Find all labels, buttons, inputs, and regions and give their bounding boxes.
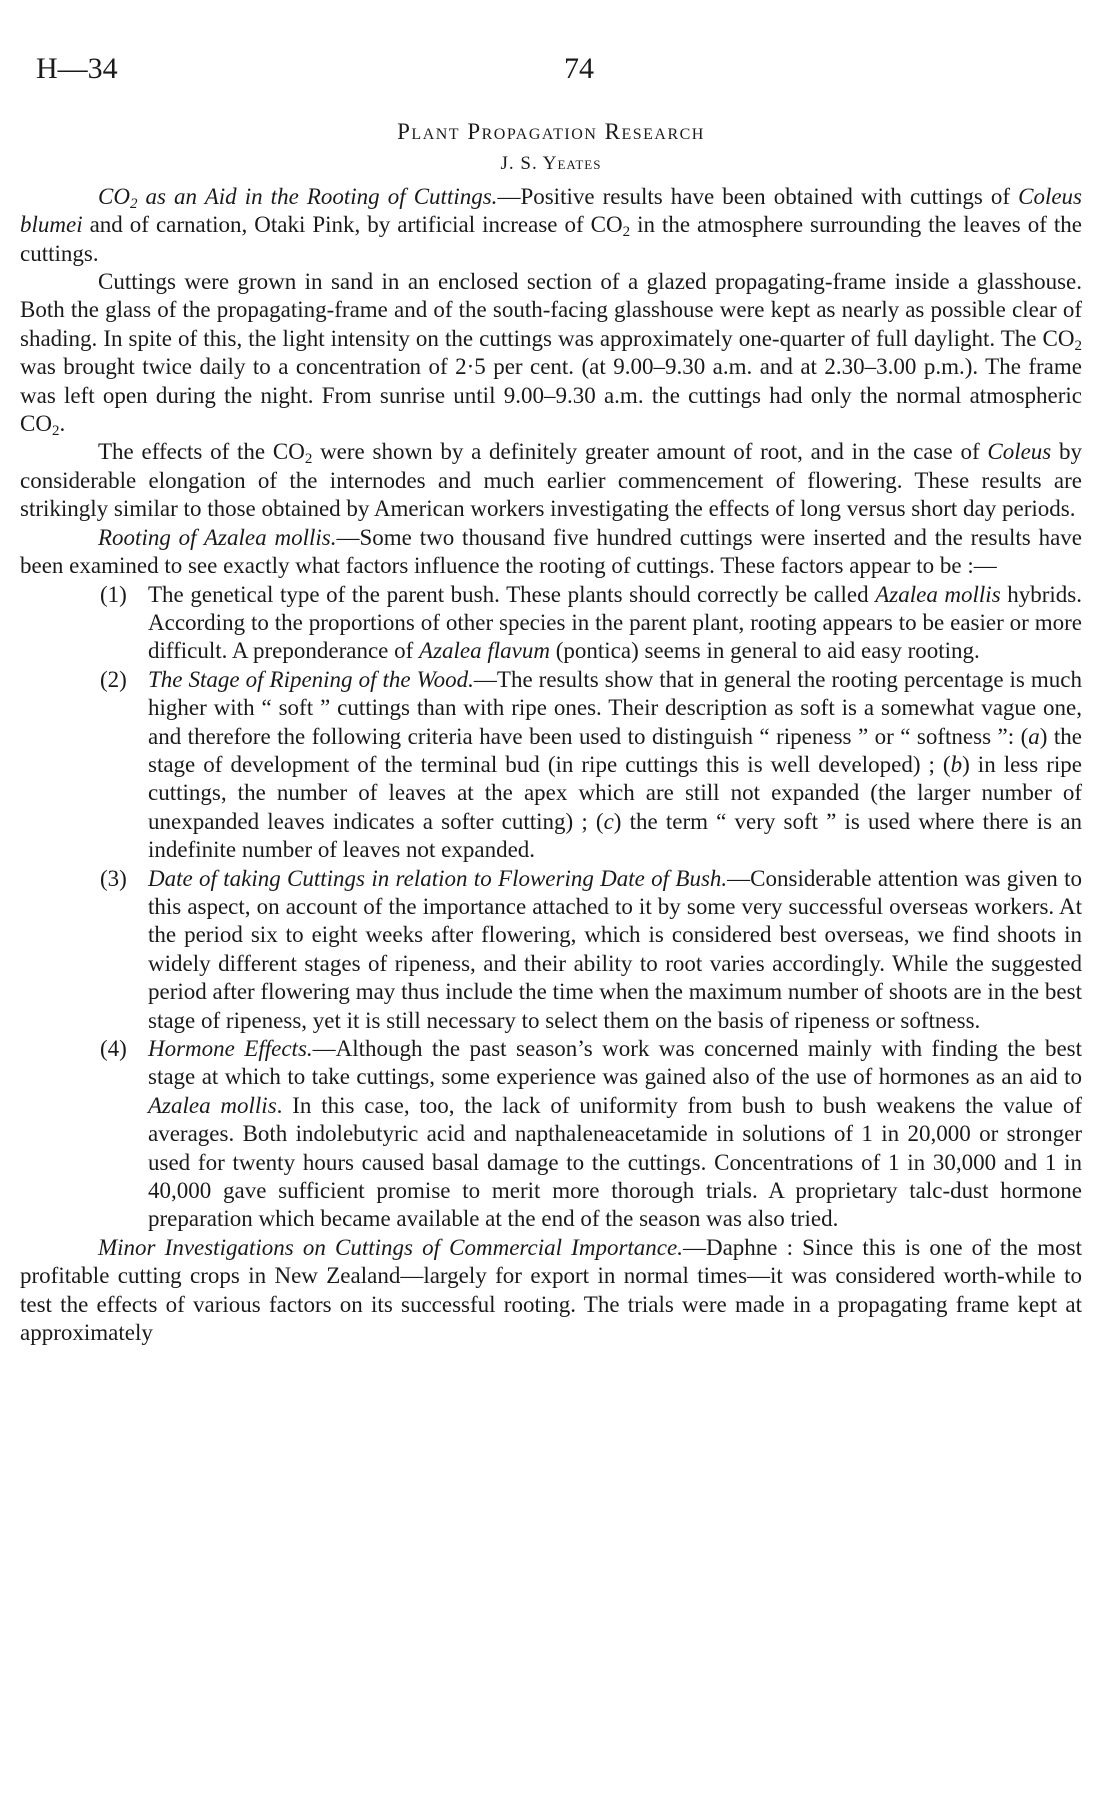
article-author: J. S. Yeates [500,153,602,175]
page-header [36,52,1080,88]
list-item: (2) The Stage of Ripening of the Wood.—The results show that in general the rooting percentage is much higher with “ soft ” cuttings than with ripe ones. Their description as soft is a somewhat vague one, and therefore the following criteria have been used to distinguish “ ripeness ” or “ softness ”: (a) the stage of development of the terminal bud (in ripe cuttings this is well developed) ; (b) in less ripe cuttings, the number of leaves at the apex which are still not expanded (the larger number of unexpanded leaves indicates a softer cutting) ; (c) the term “ very soft ” is used where there is an indefinite number of leaves not expanded. [100,666,1083,863]
section-heading-azalea: Rooting of Azalea mollis. [98,524,337,550]
list-item: (4) Hormone Effects.—Although the past season’s work was concerned mainly with finding the best stage at which to take cuttings, some experience was gained also of the use of hormones as an aid to Azalea mollis. In this case, too, the lack of uniformity from bush to bush weakens the value of averages. Both indolebutyric acid and napthaleneacetamide in solutions of 1 in 20,000 or stronger used for twenty hours caused basal damage to the cuttings. Concentrations of 1 in 30,000 and 1 in 40,000 gave sufficient promise to merit more thorough trials. A proprietary talc-dust hormone preparation which became available at the end of the season was also tried. [100,1036,1082,1232]
list-number: (2) [100,666,127,692]
section-heading-minor: Minor Investigations on Cuttings of Commercial Importance. [98,1234,683,1260]
page-body [20,118,1082,1347]
document-code: H—34 [36,52,118,85]
list-item: (3) Date of taking Cuttings in relation to Flowering Date of Bush.—Considerable attention was given to this aspect, on account of the importance attached to it by some very successful overseas workers. At the period six to eight weeks after flowering, which is considered best overseas, we find shoots in widely different stages of ripeness, and their ability to root varies accordingly. While the suggested period after flowering may thus include the time when the maximum number of shoots are in the best stage of ripeness, yet it is still necessary to select them on the basis of ripeness or softness. [100,865,1083,1033]
factor-list [20,581,1082,1234]
paragraph-co2-effects: The effects of the $CO_2$ were shown by a definitely greater amount of root, and in the case of Coleus by considerable elongation of the internodes and much earlier commencement of flowering. These results are strikingly similar to those obtained by American workers investigating the effects of long versus short day periods. [20,439,1082,522]
page-number: 74 [564,52,594,85]
list-item: (1) The genetical type of the parent bush. These plants should correctly be called Azalea mollis hybrids. According to the proportions of other species in the parent plant, rooting appears to be easier or more difficult. A preponderance of Azalea flavum (pontica) seems in general to aid easy rooting. [100,581,1083,664]
list-number: (4) [100,1036,127,1061]
item-heading: The Stage of Ripening of the Wood. [148,666,474,692]
list-number: (3) [100,865,127,891]
list-number: (1) [100,581,127,607]
paragraph-co2-method: Cuttings were grown in sand in an enclosed section of a glazed propagating-frame inside a glasshouse. Both the glass of the propagating-frame and of the south-facing glasshouse were kept as nearly as possible clear of shading. In spite of this, the light intensity on the cuttings was approximately one-quarter of full daylight. The $CO_2$ was brought twice daily to a concentration of 2·5 per cent. (at 9.00–9.30 a.m. and at 2.30–3.00 p.m.). The frame was left open during the night. From sunrise until 9.00–9.30 a.m. the cuttings had only the normal atmospheric $CO_2$. [20,269,1082,440]
article-title: Plant Propagation Research [397,119,705,144]
section-heading-co2: $CO_2$ as an Aid in the Rooting of Cuttings. [98,183,498,212]
paragraph-minor-investigations: Minor Investigations on Cuttings of Commercial Importance.—Daphne : Since this is one of the most profitable cutting crops in New Zealand—largely for export in normal times—it was considered worth-while to test the effects of various factors on its successful rooting. The trials were made in a propagating frame kept at approximately [20,1234,1082,1346]
paragraph-azalea: Rooting of Azalea mollis.—Some two thousand five hundred cuttings were inserted and the results have been examined to see exactly what factors influence the rooting of cuttings. These factors appear to be :— [20,524,1082,579]
paragraph-co2-heading: $CO_2$ as an Aid in the Rooting of Cuttings.—Positive results have been obtained with cuttings of Coleus blumei and of carnation, Otaki Pink, by artificial increase of $CO_2$ in the atmosphere surrounding the leaves of the cuttings. [20,183,1082,266]
item-heading: Date of taking Cuttings in relation to Flowering Date of Bush. [148,865,728,891]
item-heading: Hormone Effects. [148,1036,313,1061]
